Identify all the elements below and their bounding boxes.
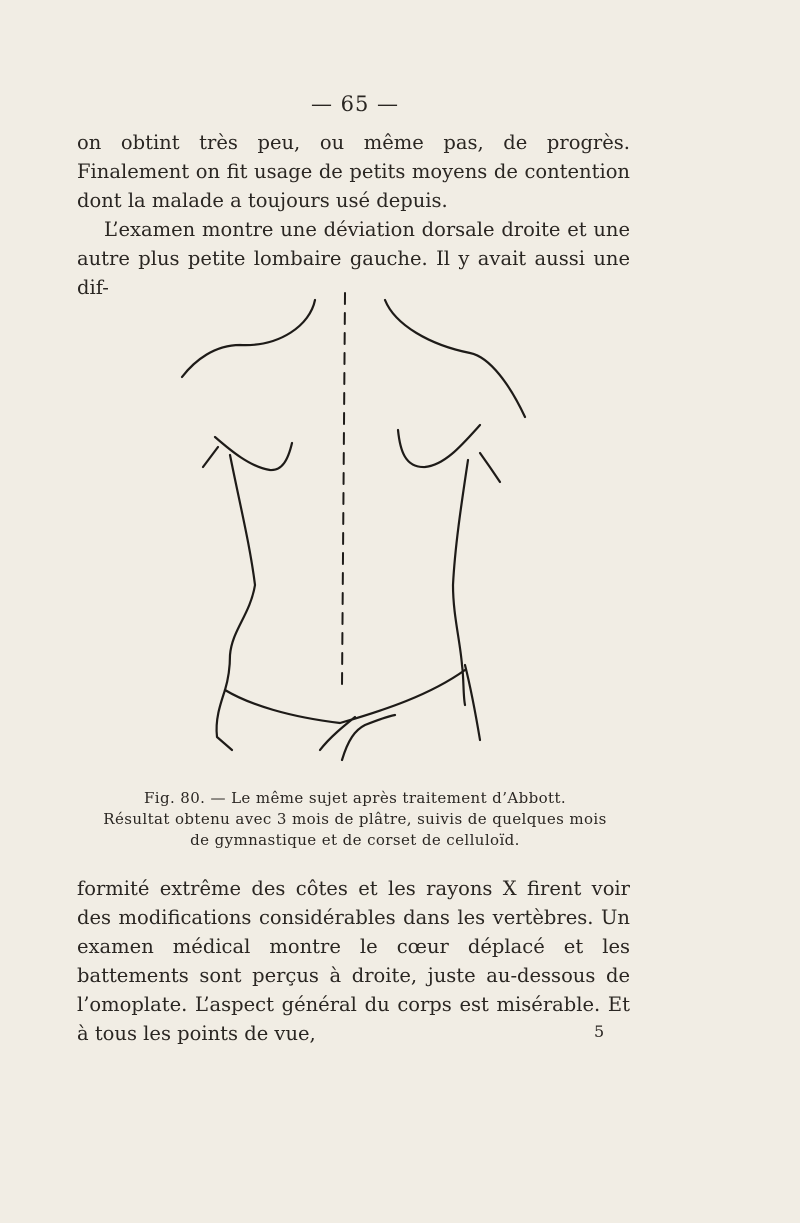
caption-line-1: Fig. 80. — Le même sujet après traitement d’Abbott. (143, 789, 567, 807)
paragraph-continuation: on obtint très peu, ou même pas, de progrès. Finalement on fit usage de petits moyens de contention dont la malade a toujours usé depuis. (77, 131, 630, 212)
paragraph-difformite: formité extrême des côtes et les rayons X firent voir des modifications considérables dans les vertèbres. Un examen médical montre le cœur déplacé et les battements sont perçus à droite, juste au-dessous de l’omoplate. L’aspect général du corps est misérable. Et à tous les points de vue, (77, 877, 630, 1045)
body-text-bottom (77, 874, 630, 1048)
body-text-top (77, 128, 630, 302)
left-breast-line (215, 437, 292, 470)
left-armpit-line (203, 447, 218, 467)
left-waist-line (225, 455, 255, 690)
figure-caption (60, 788, 650, 851)
torso-figure (170, 285, 540, 775)
caption-line-3: de gymnastique et de corset de celluloïd. (190, 831, 520, 849)
left-hip-line (217, 690, 232, 750)
right-arm-line (480, 453, 500, 482)
spine-dashed-line (342, 293, 345, 687)
signature-mark: 5 (594, 1022, 605, 1041)
paragraph-examen: L’examen montre une déviation dorsale droite et une autre plus petite lombaire gauche. Il y avait aussi une dif- (77, 218, 630, 299)
caption-line-2: Résultat obtenu avec 3 mois de plâtre, suivis de quelques mois (103, 810, 607, 828)
waistband-line (225, 670, 465, 723)
right-hip-line (465, 665, 480, 740)
left-shoulder-line (182, 300, 315, 377)
right-shoulder-line (385, 300, 525, 417)
page-number: — 65 — (310, 92, 400, 116)
